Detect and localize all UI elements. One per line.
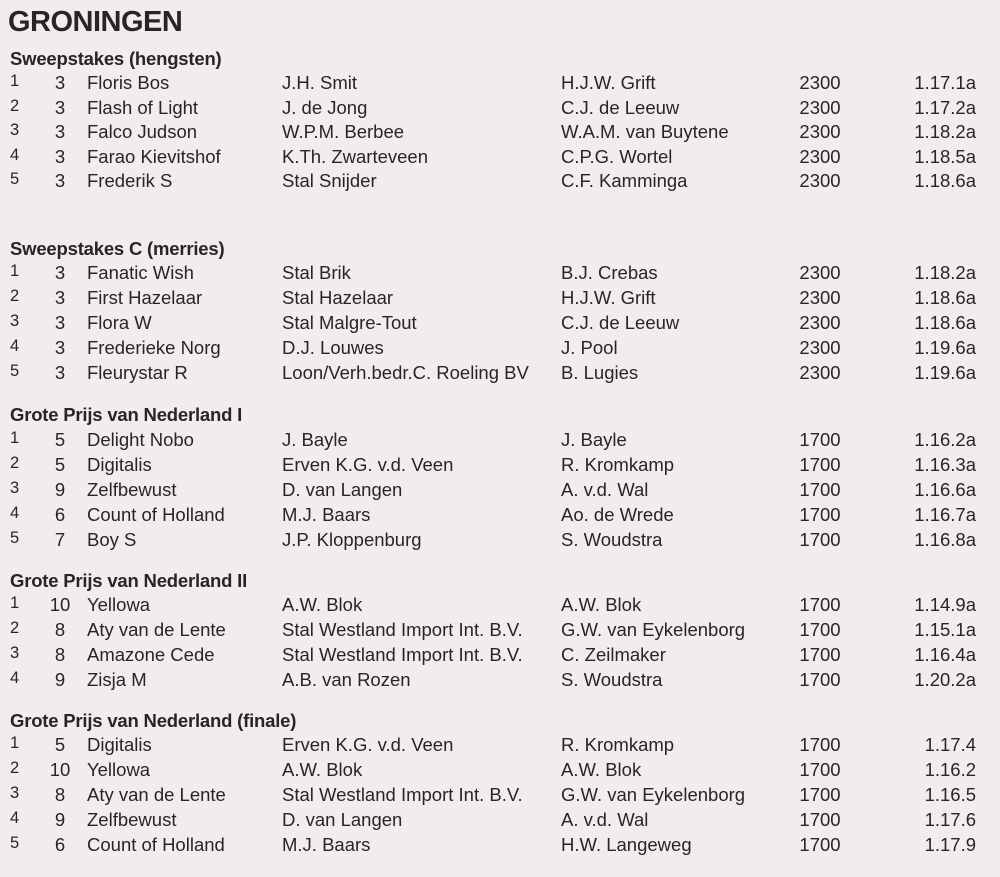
- table-row: [0, 594, 1000, 618]
- horse-name: Yellowa: [87, 594, 151, 615]
- table-row: [0, 529, 1000, 553]
- age-cell: 9: [54, 669, 66, 690]
- horse-name: Flora W: [87, 312, 152, 333]
- owner-name: A.W. Blok: [282, 594, 363, 615]
- table-row: [0, 312, 1000, 336]
- horse-name: Zisja M: [87, 669, 147, 690]
- owner-name: Stal Snijder: [282, 170, 377, 191]
- age-cell: 3: [54, 121, 66, 142]
- horse-name: Count of Holland: [87, 504, 225, 525]
- horse-name: Falco Judson: [87, 121, 198, 142]
- owner-name: J.H. Smit: [282, 72, 358, 93]
- section-heading: Sweepstakes C (merries): [10, 238, 225, 259]
- table-row: [0, 834, 1000, 858]
- time-cell: 1.17.1a: [914, 72, 976, 93]
- age-cell: 10: [49, 594, 71, 615]
- distance-cell: 2300: [799, 146, 841, 167]
- table-row: [0, 337, 1000, 361]
- table-row: [0, 170, 1000, 194]
- trainer-name: A.W. Blok: [561, 759, 642, 780]
- time-cell: 1.16.2a: [914, 429, 976, 450]
- time-cell: 1.19.6a: [914, 337, 976, 358]
- horse-name: Fleurystar R: [87, 362, 188, 383]
- table-row: [0, 809, 1000, 833]
- table-row: [0, 504, 1000, 528]
- age-cell: 3: [54, 170, 66, 191]
- table-row: [0, 619, 1000, 643]
- owner-name: K.Th. Zwarteveen: [282, 146, 429, 167]
- table-row: [0, 262, 1000, 286]
- distance-cell: 1700: [799, 454, 841, 475]
- time-cell: 1.19.6a: [914, 362, 976, 383]
- distance-cell: 1700: [799, 734, 841, 755]
- age-cell: 10: [49, 759, 71, 780]
- owner-name: Stal Hazelaar: [282, 287, 394, 308]
- distance-cell: 2300: [799, 337, 841, 358]
- horse-name: Fanatic Wish: [87, 262, 194, 283]
- distance-cell: 1700: [799, 429, 841, 450]
- time-cell: 1.18.6a: [914, 170, 976, 191]
- horse-name: Zelfbewust: [87, 479, 177, 500]
- rank-cell: 4: [10, 809, 20, 827]
- distance-cell: 1700: [799, 784, 841, 805]
- time-cell: 1.18.2a: [914, 262, 976, 283]
- rank-cell: 2: [10, 287, 20, 305]
- table-row: [0, 362, 1000, 386]
- page-title: GRONINGEN: [8, 6, 183, 38]
- time-cell: 1.17.2a: [914, 97, 976, 118]
- time-cell: 1.16.7a: [914, 504, 976, 525]
- trainer-name: H.J.W. Grift: [561, 287, 656, 308]
- trainer-name: G.W. van Eykelenborg: [561, 784, 746, 805]
- owner-name: Erven K.G. v.d. Veen: [282, 734, 454, 755]
- horse-name: Aty van de Lente: [87, 784, 226, 805]
- distance-cell: 1700: [799, 529, 841, 550]
- trainer-name: C.F. Kamminga: [561, 170, 688, 191]
- owner-name: M.J. Baars: [282, 834, 371, 855]
- time-cell: 1.18.5a: [914, 146, 976, 167]
- trainer-name: J. Pool: [561, 337, 618, 358]
- trainer-name: H.W. Langeweg: [561, 834, 692, 855]
- trainer-name: G.W. van Eykelenborg: [561, 619, 746, 640]
- table-row: [0, 669, 1000, 693]
- owner-name: Stal Malgre-Tout: [282, 312, 417, 333]
- table-row: [0, 72, 1000, 96]
- age-cell: 3: [54, 287, 66, 308]
- owner-name: Stal Brik: [282, 262, 351, 283]
- age-cell: 3: [54, 262, 66, 283]
- time-cell: 1.16.2: [924, 759, 976, 780]
- age-cell: 7: [54, 529, 66, 550]
- rank-cell: 5: [10, 170, 20, 188]
- table-row: [0, 97, 1000, 121]
- trainer-name: B.J. Crebas: [561, 262, 658, 283]
- distance-cell: 1700: [799, 644, 841, 665]
- distance-cell: 2300: [799, 97, 841, 118]
- horse-name: First Hazelaar: [87, 287, 203, 308]
- section-heading: Sweepstakes (hengsten): [10, 48, 222, 69]
- age-cell: 3: [54, 362, 66, 383]
- age-cell: 3: [54, 146, 66, 167]
- trainer-name: W.A.M. van Buytene: [561, 121, 729, 142]
- rank-cell: 4: [10, 504, 20, 522]
- age-cell: 8: [54, 784, 66, 805]
- age-cell: 8: [54, 644, 66, 665]
- time-cell: 1.16.5: [924, 784, 976, 805]
- rank-cell: 4: [10, 337, 20, 355]
- owner-name: Stal Westland Import Int. B.V.: [282, 644, 523, 665]
- time-cell: 1.16.4a: [914, 644, 976, 665]
- horse-name: Yellowa: [87, 759, 151, 780]
- distance-cell: 1700: [799, 669, 841, 690]
- age-cell: 5: [54, 734, 66, 755]
- time-cell: 1.14.9a: [914, 594, 976, 615]
- rank-cell: 1: [10, 72, 20, 90]
- distance-cell: 1700: [799, 504, 841, 525]
- time-cell: 1.18.2a: [914, 121, 976, 142]
- distance-cell: 2300: [799, 287, 841, 308]
- table-row: [0, 429, 1000, 453]
- trainer-name: J. Bayle: [561, 429, 627, 450]
- rank-cell: 5: [10, 529, 20, 547]
- trainer-name: R. Kromkamp: [561, 454, 675, 475]
- section-heading: Grote Prijs van Nederland (finale): [10, 710, 297, 731]
- owner-name: Stal Westland Import Int. B.V.: [282, 784, 523, 805]
- horse-name: Delight Nobo: [87, 429, 194, 450]
- rank-cell: 2: [10, 454, 20, 472]
- trainer-name: A. v.d. Wal: [561, 479, 649, 500]
- table-row: [0, 146, 1000, 170]
- rank-cell: 3: [10, 479, 20, 497]
- horse-name: Aty van de Lente: [87, 619, 226, 640]
- rank-cell: 1: [10, 594, 20, 612]
- distance-cell: 1700: [799, 479, 841, 500]
- horse-name: Digitalis: [87, 454, 152, 475]
- time-cell: 1.17.9: [924, 834, 976, 855]
- age-cell: 9: [54, 479, 66, 500]
- age-cell: 9: [54, 809, 66, 830]
- trainer-name: A.W. Blok: [561, 594, 642, 615]
- owner-name: A.W. Blok: [282, 759, 363, 780]
- section-heading: Grote Prijs van Nederland II: [10, 570, 248, 591]
- owner-name: D. van Langen: [282, 479, 403, 500]
- owner-name: D.J. Louwes: [282, 337, 384, 358]
- horse-name: Farao Kievitshof: [87, 146, 221, 167]
- trainer-name: R. Kromkamp: [561, 734, 675, 755]
- trainer-name: C. Zeilmaker: [561, 644, 666, 665]
- time-cell: 1.18.6a: [914, 287, 976, 308]
- age-cell: 3: [54, 337, 66, 358]
- trainer-name: A. v.d. Wal: [561, 809, 649, 830]
- horse-name: Boy S: [87, 529, 137, 550]
- trainer-name: Ao. de Wrede: [561, 504, 674, 525]
- rank-cell: 4: [10, 669, 20, 687]
- table-row: [0, 644, 1000, 668]
- rank-cell: 1: [10, 429, 20, 447]
- owner-name: M.J. Baars: [282, 504, 371, 525]
- horse-name: Digitalis: [87, 734, 152, 755]
- table-row: [0, 287, 1000, 311]
- owner-name: J. Bayle: [282, 429, 348, 450]
- owner-name: D. van Langen: [282, 809, 403, 830]
- table-row: [0, 454, 1000, 478]
- horse-name: Amazone Cede: [87, 644, 215, 665]
- time-cell: 1.17.6: [924, 809, 976, 830]
- owner-name: W.P.M. Berbee: [282, 121, 405, 142]
- owner-name: J.P. Kloppenburg: [282, 529, 422, 550]
- rank-cell: 2: [10, 759, 20, 777]
- trainer-name: S. Woudstra: [561, 669, 663, 690]
- age-cell: 3: [54, 97, 66, 118]
- distance-cell: 1700: [799, 619, 841, 640]
- horse-name: Frederik S: [87, 170, 173, 191]
- trainer-name: H.J.W. Grift: [561, 72, 656, 93]
- age-cell: 3: [54, 312, 66, 333]
- age-cell: 5: [54, 454, 66, 475]
- rank-cell: 3: [10, 644, 20, 662]
- rank-cell: 3: [10, 312, 20, 330]
- section-heading: Grote Prijs van Nederland I: [10, 404, 243, 425]
- rank-cell: 5: [10, 362, 20, 380]
- distance-cell: 2300: [799, 121, 841, 142]
- time-cell: 1.16.6a: [914, 479, 976, 500]
- table-row: [0, 479, 1000, 503]
- rank-cell: 2: [10, 97, 20, 115]
- distance-cell: 2300: [799, 312, 841, 333]
- rank-cell: 5: [10, 834, 20, 852]
- trainer-name: B. Lugies: [561, 362, 639, 383]
- owner-name: Stal Westland Import Int. B.V.: [282, 619, 523, 640]
- age-cell: 6: [54, 504, 66, 525]
- rank-cell: 3: [10, 784, 20, 802]
- distance-cell: 2300: [799, 362, 841, 383]
- rank-cell: 1: [10, 262, 20, 280]
- rank-cell: 3: [10, 121, 20, 139]
- age-cell: 6: [54, 834, 66, 855]
- table-row: [0, 784, 1000, 808]
- table-row: [0, 734, 1000, 758]
- horse-name: Zelfbewust: [87, 809, 177, 830]
- horse-name: Flash of Light: [87, 97, 199, 118]
- owner-name: J. de Jong: [282, 97, 368, 118]
- rank-cell: 1: [10, 734, 20, 752]
- owner-name: A.B. van Rozen: [282, 669, 411, 690]
- time-cell: 1.20.2a: [914, 669, 976, 690]
- distance-cell: 2300: [799, 262, 841, 283]
- distance-cell: 2300: [799, 170, 841, 191]
- owner-name: Erven K.G. v.d. Veen: [282, 454, 454, 475]
- rank-cell: 4: [10, 146, 20, 164]
- distance-cell: 1700: [799, 834, 841, 855]
- distance-cell: 1700: [799, 594, 841, 615]
- time-cell: 1.16.3a: [914, 454, 976, 475]
- rank-cell: 2: [10, 619, 20, 637]
- horse-name: Count of Holland: [87, 834, 225, 855]
- age-cell: 3: [54, 72, 66, 93]
- distance-cell: 1700: [799, 759, 841, 780]
- table-row: [0, 121, 1000, 145]
- owner-name: Loon/Verh.bedr.C. Roeling BV: [282, 362, 529, 383]
- time-cell: 1.15.1a: [914, 619, 976, 640]
- trainer-name: S. Woudstra: [561, 529, 663, 550]
- horse-name: Floris Bos: [87, 72, 170, 93]
- distance-cell: 1700: [799, 809, 841, 830]
- time-cell: 1.17.4: [924, 734, 976, 755]
- trainer-name: C.J. de Leeuw: [561, 97, 680, 118]
- table-row: [0, 759, 1000, 783]
- time-cell: 1.18.6a: [914, 312, 976, 333]
- age-cell: 5: [54, 429, 66, 450]
- age-cell: 8: [54, 619, 66, 640]
- horse-name: Frederieke Norg: [87, 337, 221, 358]
- trainer-name: C.J. de Leeuw: [561, 312, 680, 333]
- distance-cell: 2300: [799, 72, 841, 93]
- time-cell: 1.16.8a: [914, 529, 976, 550]
- trainer-name: C.P.G. Wortel: [561, 146, 673, 167]
